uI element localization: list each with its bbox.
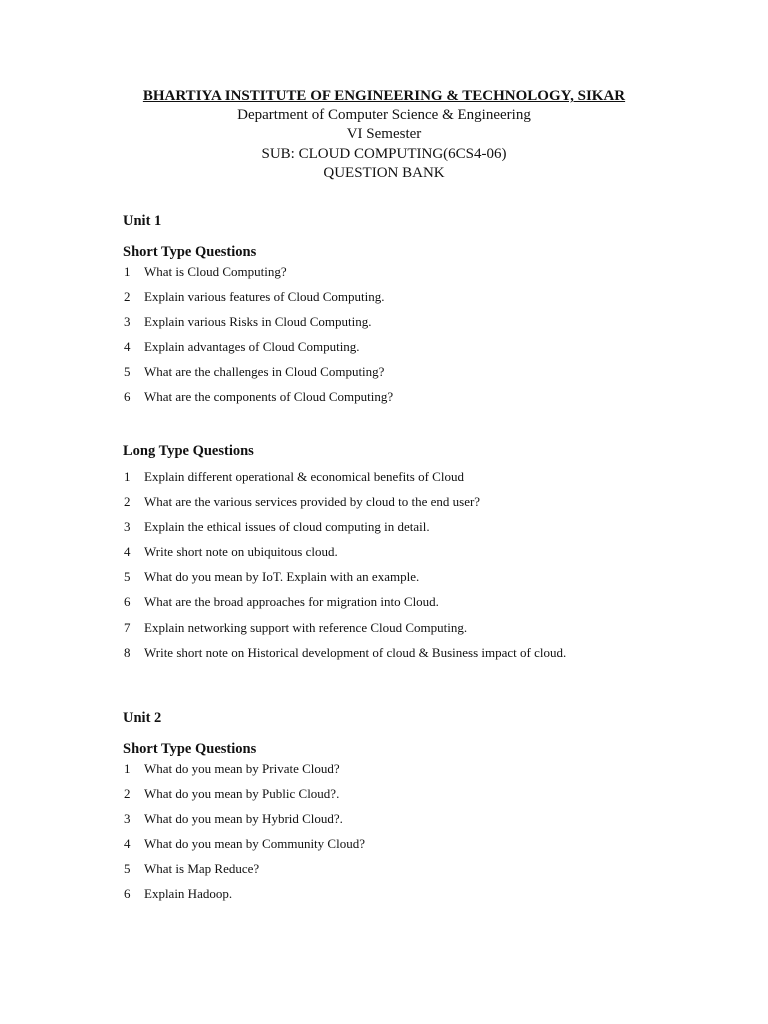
question-number: 3 <box>124 314 131 330</box>
question-number: 1 <box>124 761 131 776</box>
question-number: 2 <box>124 289 131 305</box>
question-text: What do you mean by Hybrid Cloud?. <box>144 811 343 827</box>
question-number: 5 <box>124 364 131 380</box>
question-number: 6 <box>124 886 131 902</box>
question-text: Write short note on ubiquitous cloud. <box>144 544 338 560</box>
subject-label: SUB: CLOUD COMPUTING(6CS4-06) <box>261 146 507 162</box>
question-number: 1 <box>124 264 131 279</box>
question-text: What do you mean by Private Cloud? <box>144 761 340 776</box>
question-number: 1 <box>124 469 131 484</box>
question-number: 4 <box>124 339 131 355</box>
question-number: 2 <box>124 494 131 510</box>
unit-1-title: Unit 1 <box>123 213 162 229</box>
question-number: 6 <box>124 389 131 405</box>
semester-label: VI Semester <box>346 126 422 142</box>
question-text: Explain networking support with reference Cloud Computing. <box>144 619 468 635</box>
institute-name: BHARTIYA INSTITUTE OF ENGINEERING & TECHNOLOGY, SIKAR <box>142 88 626 104</box>
question-text: Explain various Risks in Cloud Computing. <box>144 314 372 330</box>
question-text: Write short note on Historical development of cloud & Business impact of cloud. <box>144 644 567 660</box>
question-text: What are the broad approaches for migration into Cloud. <box>144 594 439 610</box>
question-text: Explain the ethical issues of cloud computing in detail. <box>144 519 430 535</box>
question-text: What do you mean by Public Cloud?. <box>144 786 340 802</box>
question-text: Explain advantages of Cloud Computing. <box>144 339 360 355</box>
question-number: 2 <box>124 786 131 802</box>
question-number: 3 <box>124 811 131 827</box>
question-text: Explain different operational & economical benefits of Cloud <box>144 469 464 484</box>
question-text: What are the components of Cloud Computing? <box>144 389 394 405</box>
question-number: 7 <box>124 619 131 635</box>
unit-1-short-title: Short Type Questions <box>123 244 257 260</box>
question-number: 3 <box>124 519 131 535</box>
department-name: Department of Computer Science & Engineering <box>237 107 531 123</box>
question-text: What do you mean by Community Cloud? <box>144 836 365 852</box>
question-number: 5 <box>124 861 131 877</box>
question-text: Explain various features of Cloud Computing. <box>144 289 385 305</box>
question-text: Explain Hadoop. <box>144 886 233 902</box>
unit-2-short-title: Short Type Questions <box>123 741 257 757</box>
question-text: What are the challenges in Cloud Computing? <box>144 364 385 380</box>
question-number: 4 <box>124 544 131 560</box>
question-text: What is Map Reduce? <box>144 861 260 877</box>
question-text: What are the various services provided by cloud to the end user? <box>144 494 481 510</box>
question-number: 5 <box>124 569 131 585</box>
question-number: 8 <box>124 644 131 660</box>
unit-2-title: Unit 2 <box>123 710 162 726</box>
question-text: What do you mean by IoT. Explain with an example. <box>144 569 420 585</box>
question-text: What is Cloud Computing? <box>144 264 287 279</box>
question-number: 4 <box>124 836 131 852</box>
unit-1-long-title: Long Type Questions <box>123 443 254 459</box>
question-number: 6 <box>124 594 131 610</box>
document-type: QUESTION BANK <box>323 165 445 181</box>
